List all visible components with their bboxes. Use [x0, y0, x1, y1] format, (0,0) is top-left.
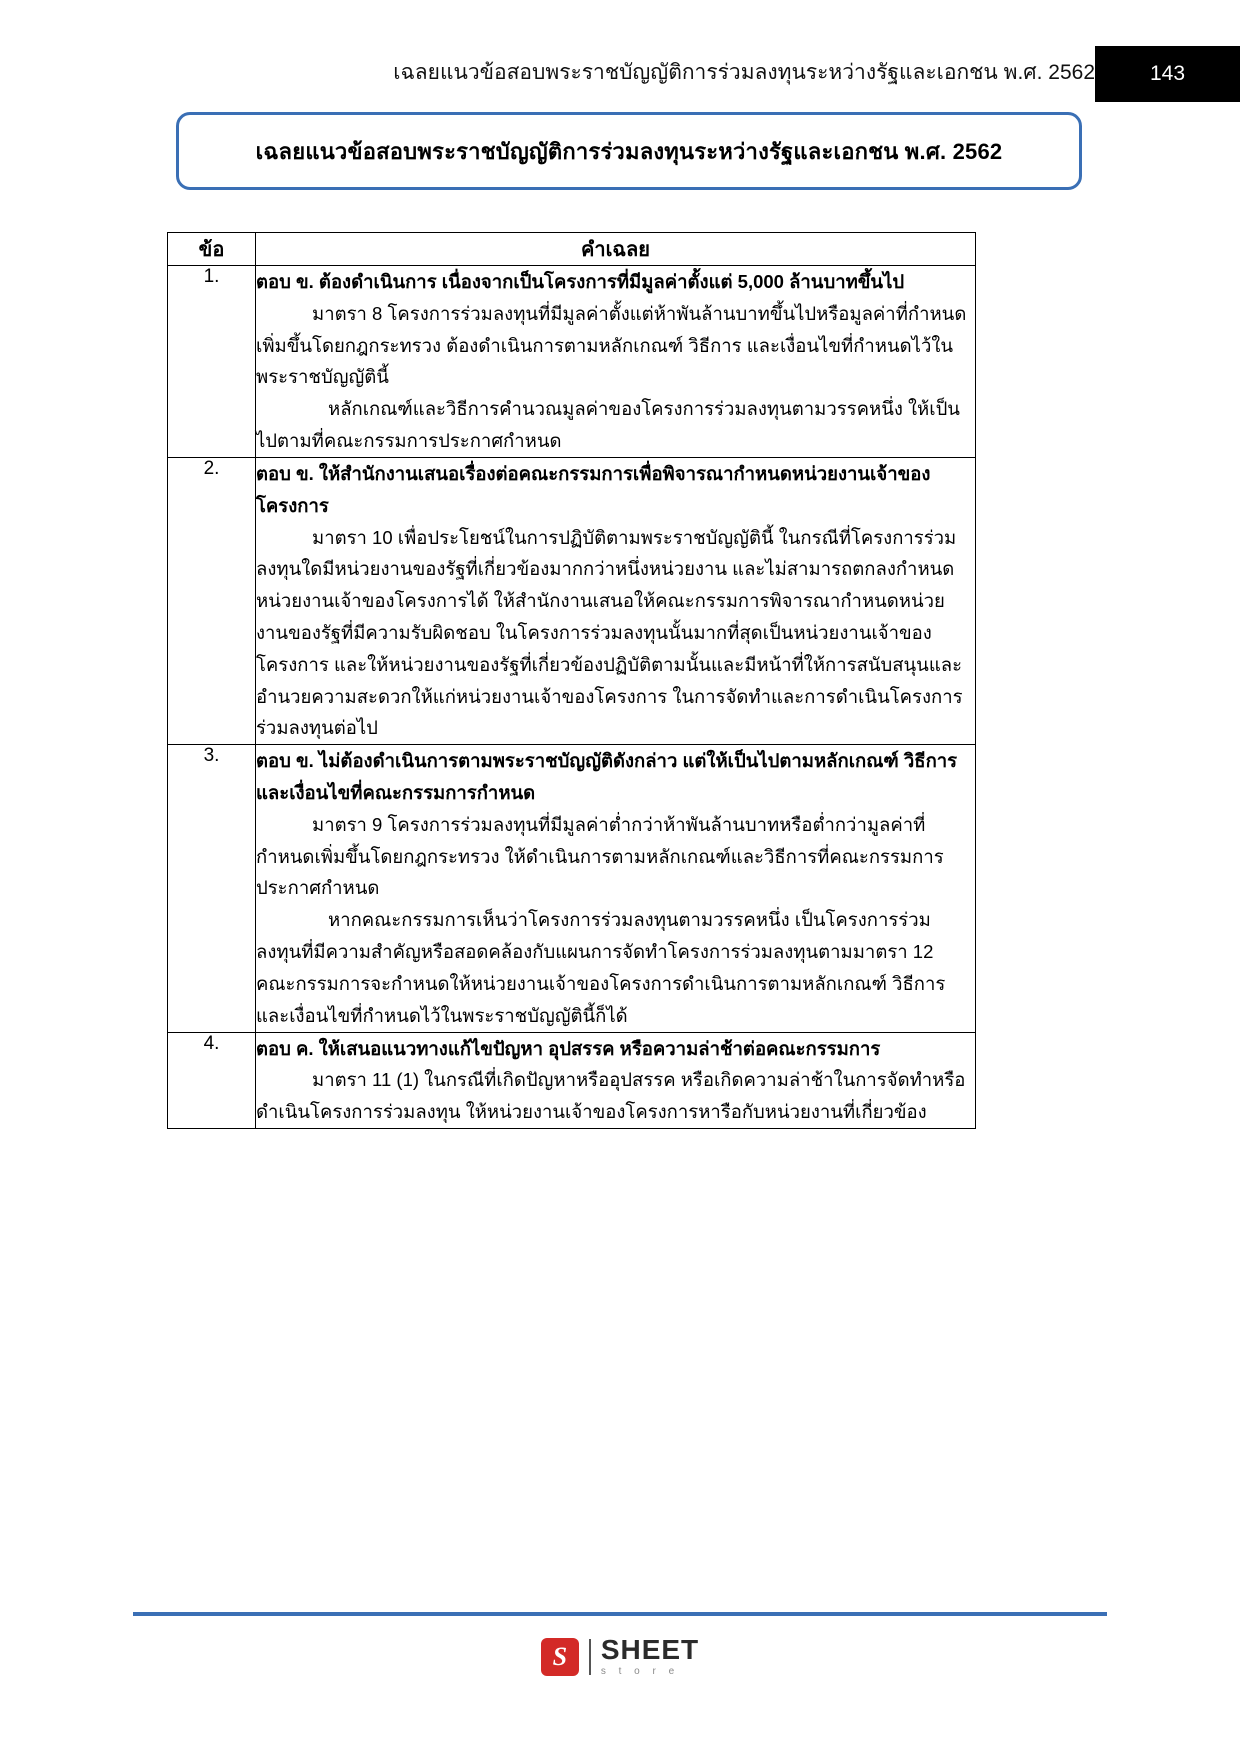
logo-divider: [589, 1639, 591, 1675]
sheet-store-logo-icon: S: [541, 1638, 579, 1676]
row-number: 3.: [168, 745, 256, 1032]
answer-paragraph: หลักเกณฑ์และวิธีการคำนวณมูลค่าของโครงการร่วมลงทุนตามวรรคหนึ่ง ให้เป็นไปตามที่คณะกรรมการประกาศกำหนด: [256, 398, 960, 452]
answer-paragraph: มาตรา 11 (1) ในกรณีที่เกิดปัญหาหรืออุปสรรค หรือเกิดความล่าช้าในการจัดทำหรือดำเนินโครงการร่วมลงทุน ให้หน่วยงานเจ้าของโครงการหารือกับหน่วยงานที่เกี่ยวข้อง: [256, 1069, 966, 1123]
answer-lead: ตอบ ค. ให้เสนอแนวทางแก้ไขปัญหา อุปสรรค หรือความล่าช้าต่อคณะกรรมการ: [256, 1037, 881, 1059]
table-row: [168, 745, 976, 1032]
table-row: [168, 457, 976, 744]
table-row: [168, 1032, 976, 1128]
row-answer: [256, 1032, 976, 1128]
page-header: [0, 46, 1240, 102]
footer-divider: [133, 1612, 1107, 1616]
column-header-number: ข้อ: [168, 233, 256, 266]
document-title-banner: [176, 112, 1082, 190]
table-row: [168, 266, 976, 458]
row-answer: [256, 266, 976, 458]
answer-table: [167, 232, 976, 1129]
row-number: 2.: [168, 457, 256, 744]
answer-paragraph: มาตรา 8 โครงการร่วมลงทุนที่มีมูลค่าตั้งแต่ห้าพันล้านบาทขึ้นไปหรือมูลค่าที่กำหนดเพิ่มขึ้นโดยกฎกระทรวง ต้องดำเนินการตามหลักเกณฑ์ วิธีการ และเงื่อนไขที่กำหนดไว้ในพระราชบัญญัตินี้: [256, 302, 967, 388]
answer-paragraph: มาตรา 10 เพื่อประโยชน์ในการปฏิบัติตามพระราชบัญญัตินี้ ในกรณีที่โครงการร่วมลงทุนใดมีหน่วยงานของรัฐที่เกี่ยวข้องมากกว่าหนึ่งหน่วยงาน และไม่สามารถตกลงกำหนดหน่วยงานเจ้าของโครงการได้ ให้สำนักงานเสนอให้คณะกรรมการพิจารณากำหนดหน่วยงานของรัฐที่มีความรับผิดชอบ ในโครงการร่วมลงทุนนั้นมากที่สุดเป็นหน่วยงานเจ้าของโครงการ และให้หน่วยงานของรัฐที่เกี่ยวข้องปฏิบัติตามนั้นและมีหน้าที่ให้การสนับสนุนและอำนวยความสะดวกให้แก่หน่วยงานเจ้าของโครงการ ในการจัดทำและการดำเนินโครงการร่วมลงทุนต่อไป: [256, 526, 963, 739]
row-number: 1.: [168, 266, 256, 458]
row-answer: [256, 745, 976, 1032]
logo-wordmark: [601, 1636, 699, 1677]
column-header-answer: คำเฉลย: [256, 233, 976, 266]
answer-lead: ตอบ ข. ให้สำนักงานเสนอเรื่องต่อคณะกรรมการเพื่อพิจารณากำหนดหน่วยงานเจ้าของโครงการ: [256, 462, 931, 516]
answer-lead: ตอบ ข. ไม่ต้องดำเนินการตามพระราชบัญญัติดังกล่าว แต่ให้เป็นไปตามหลักเกณฑ์ วิธีการ และเงื่อนไขที่คณะกรรมการกำหนด: [256, 750, 958, 803]
table-header-row: [168, 233, 976, 266]
page-number: 143: [1149, 62, 1186, 85]
header-title: เฉลยแนวข้อสอบพระราชบัญญัติการร่วมลงทุนระหว่างรัฐและเอกชน พ.ศ. 2562: [393, 61, 1095, 84]
row-number: 4.: [168, 1032, 256, 1128]
page-title: เฉลยแนวข้อสอบพระราชบัญญัติการร่วมลงทุนระหว่างรัฐและเอกชน พ.ศ. 2562: [255, 138, 1003, 164]
row-answer: [256, 457, 976, 744]
page-number-badge: [1095, 46, 1240, 102]
logo-secondary-text: s t o r e: [600, 1666, 680, 1677]
footer-logo: [0, 1636, 1240, 1677]
answer-lead: ตอบ ข. ต้องดำเนินการ เนื่องจากเป็นโครงการที่มีมูลค่าตั้งแต่ 5,000 ล้านบาทขึ้นไป: [256, 271, 905, 292]
answer-paragraph: มาตรา 9 โครงการร่วมลงทุนที่มีมูลค่าต่ำกว่าห้าพันล้านบาทหรือต่ำกว่ามูลค่าที่กำหนดเพิ่มขึ้นโดยกฎกระทรวง ให้ดำเนินการตามหลักเกณฑ์และวิธีการที่คณะกรรมการประกาศกำหนด: [256, 813, 944, 899]
logo-primary-text: SHEET: [600, 1634, 700, 1665]
answer-paragraph: หากคณะกรรมการเห็นว่าโครงการร่วมลงทุนตามวรรคหนึ่ง เป็นโครงการร่วมลงทุนที่มีความสำคัญหรือสอดคล้องกับแผนการจัดทำโครงการร่วมลงทุนตามมาตรา 12 คณะกรรมการจะกำหนดให้หน่วยงานเจ้าของโครงการดำเนินการตามหลักเกณฑ์ วิธีการ และเงื่อนไขที่กำหนดไว้ในพระราชบัญญัตินี้ก็ได้: [256, 909, 946, 1026]
